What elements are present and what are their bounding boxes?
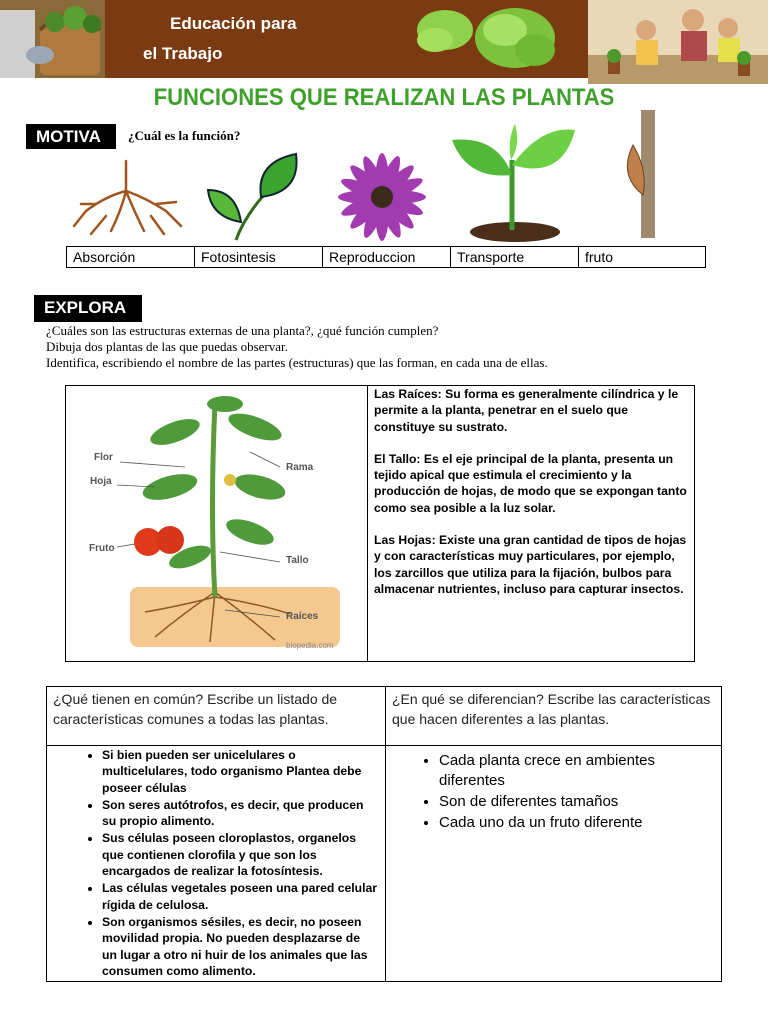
label-tallo: Tallo	[286, 555, 309, 566]
header-title-line2: el Trabajo	[143, 44, 223, 62]
explora-tag: EXPLORA	[34, 295, 142, 322]
label-fruto: Fruto	[89, 543, 115, 554]
roots-description: Las Raíces: Su forma es generalmente cilíndrica y le permite a la planta, penetrar en el suelo que constituye su sustrato.	[374, 387, 679, 434]
flower-image	[327, 150, 437, 250]
difference-question: ¿En qué se diferencian? Escribe las características que hacen diferentes a las plantas.	[386, 687, 722, 746]
motiva-tag: MOTIVA	[26, 124, 116, 149]
leaves-image	[206, 152, 301, 249]
function-cell: Transporte	[451, 247, 579, 268]
label-rama: Rama	[286, 462, 314, 473]
difference-list	[387, 747, 720, 833]
header-banner	[0, 0, 768, 80]
difference-answers-cell	[386, 746, 722, 982]
list-item: • Son organismos sésiles, es decir, no poseen movilidad propia. No pueden desplazarse de un lugar a otro ni huir de los animales que las consumen como alimento.	[102, 914, 378, 979]
common-question: ¿Qué tienen en común? Escribe un listado de características comunes a todas las plantas.	[47, 687, 386, 746]
function-cell: Absorción	[67, 247, 195, 268]
function-cell: Fotosintesis	[195, 247, 323, 268]
stem-bud-image	[613, 110, 673, 245]
label-flor: Flor	[94, 452, 113, 463]
explora-instruction: Identifica, escribiendo el nombre de las partes (estructuras) que las forman, en cada una de ellas.	[46, 355, 548, 370]
watermark: biopedia.com	[286, 641, 334, 650]
roots-image	[66, 156, 186, 241]
motiva-question: ¿Cuál es la función?	[128, 128, 241, 143]
explora-question: ¿Cuáles son las estructuras externas de una planta?, ¿qué función cumplen?	[46, 323, 439, 338]
explora-instruction: Dibuja dos plantas de las que puedas observar.	[46, 339, 288, 354]
functions-table	[66, 246, 706, 268]
comparison-table	[46, 686, 722, 982]
list-item: • Las células vegetales poseen una pared celular rígida de celulosa.	[102, 880, 378, 913]
label-hoja: Hoja	[90, 476, 112, 487]
lettuce-image	[405, 0, 565, 83]
leaves-description: Las Hojas: Existe una gran cantidad de tipos de hojas y con características muy particulares, por ejemplo, los zarcillos que utiliza para la fijación, bulbos para almacenar nutrientes, incluso para capturar insectos.	[374, 533, 687, 596]
function-cell: fruto	[579, 247, 706, 268]
list-item: • Cada uno da un fruto diferente	[439, 813, 714, 833]
plant-parts-description	[374, 386, 689, 613]
stem-description: El Tallo: Es el eje principal de la planta, presenta un tejido apical que estimula el crecimiento y la producción de hojas, de modo que se expongan tanto como sea posible a la luz solar.	[374, 451, 687, 515]
list-item: • Sus células poseen cloroplastos, organelos que contienen clorofila y que son los encargados de realizar la fotosíntesis.	[102, 830, 378, 879]
family-gardening-photo	[588, 0, 768, 84]
list-item: • Son seres autótrofos, es decir, que producen su propio alimento.	[102, 797, 378, 830]
page-title: FUNCIONES QUE REALIZAN LAS PLANTAS	[153, 84, 615, 111]
list-item: • Son de diferentes tamaños	[439, 792, 714, 812]
divider	[367, 385, 368, 662]
function-cell: Reproduccion	[323, 247, 451, 268]
sprout-image	[447, 120, 577, 247]
list-item: • Si bien pueden ser unicelulares o multicelulares, todo organismo Plantea debe poseer células	[102, 747, 378, 796]
label-raices: Raíces	[286, 611, 319, 622]
header-title-line1: Educación para	[170, 14, 297, 33]
common-list	[48, 747, 384, 979]
gardener-photo	[0, 0, 105, 78]
common-answers-cell	[47, 746, 386, 982]
list-item: • Cada planta crece en ambientes diferentes	[439, 751, 714, 791]
